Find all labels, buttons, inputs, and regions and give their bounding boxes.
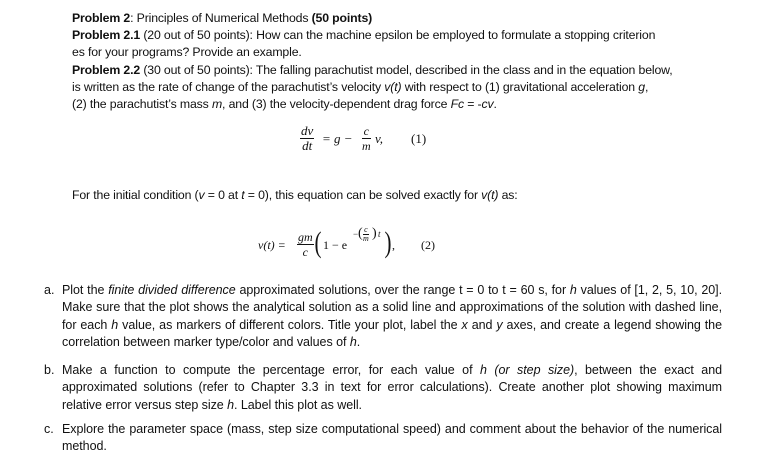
problem-2-heading — [72, 10, 372, 27]
eq2-exp-fraction — [363, 226, 369, 243]
text-fragment: = 0), this equation can be solved exactly for — [244, 188, 482, 202]
eq1-frac-denominator: m — [362, 139, 371, 153]
eq2-exp-close-paren: ) — [372, 226, 377, 241]
problem-2-1-text-cont: es for your programs? Provide an example. — [72, 45, 302, 59]
eq2-frac-numerator: gm — [298, 230, 313, 244]
eq2-exp-minus: − — [353, 229, 359, 239]
eq2-label: (2) — [421, 238, 435, 252]
eq1-tail: v, — [375, 131, 384, 146]
eq2-gm-fraction — [297, 230, 314, 259]
eq1-lhs-denominator: dt — [302, 138, 313, 153]
eq1-lhs-fraction — [300, 124, 314, 153]
eq1-frac-numerator: c — [363, 124, 369, 138]
problem-2-title: : Principles of Numerical Methods — [130, 11, 312, 25]
eq1-middle: = g − — [322, 131, 353, 146]
problem-2-1-line-2 — [72, 44, 302, 61]
eq2-frac-denominator: c — [302, 245, 308, 259]
item-text-run: h — [569, 283, 577, 297]
problem-2-2-label: Problem 2.2 — [72, 63, 141, 77]
mass-symbol: m — [211, 97, 223, 111]
problem-2-1-text: (20 out of 50 points): How can the machine epsilon be employed to formulate a stopping criterion — [140, 28, 656, 42]
gravity-symbol: g — [638, 80, 645, 94]
item-text-run: , between the exact and approximated solutions (refer to Chapter 3.3 in text for error calculations). Create another plot showing maximum relative error versus step size — [62, 363, 722, 412]
problem-2-2-text: (30 out of 50 points): The falling parachutist model, described in the class and in the equation below, — [140, 63, 673, 77]
text-fragment: , and (3) the velocity-dependent drag force — [222, 97, 451, 111]
text-fragment: with respect to (1) gravitational acceleration — [401, 80, 639, 94]
problem-2-2-line-2 — [72, 79, 648, 96]
eq1-drag-fraction — [362, 124, 371, 153]
eq2-lhs: v(t) = — [258, 238, 286, 252]
item-text-run: approximated solutions, over the range t = 0 to t = 60 s, for — [235, 283, 570, 297]
eq2-close-paren: ) — [384, 226, 392, 259]
time-symbol: t — [241, 188, 245, 202]
item-text-run: h (or step size) — [480, 363, 575, 377]
velocity-symbol: v(t) — [384, 80, 402, 94]
text-fragment: (2) the parachutist’s mass — [72, 97, 212, 111]
item-text-run: and — [467, 317, 497, 332]
eq1-lhs-numerator: dv — [301, 123, 314, 138]
problem-2-label: Problem 2 — [72, 11, 131, 25]
item-a-text — [62, 282, 722, 352]
text-fragment: For the initial condition ( — [72, 188, 199, 202]
eq2-inner: 1 − e — [323, 238, 348, 252]
item-text-run: Make a function to compute the percentage error, for each value of — [62, 363, 481, 377]
text-fragment: is written as the rate of change of the parachutist’s velocity — [72, 80, 385, 94]
text-fragment: = 0 at — [204, 188, 242, 202]
drag-expression: cv — [481, 97, 494, 111]
item-c-marker: c. — [44, 422, 54, 436]
velocity-symbol: v — [198, 188, 205, 202]
initial-condition-line — [72, 187, 518, 204]
item-text-run: Explore the parameter space (mass, step size computational speed) and comment about the behavior of the numerical method. — [62, 422, 722, 454]
eq1-label: (1) — [411, 131, 427, 146]
eq2-exp-denominator: m — [363, 234, 369, 243]
item-a-marker: a. — [44, 283, 55, 297]
item-text-run: values of [1, 2, 5, 10, 20]. Make sure that the plot shows the analytical solution as a solid line and approximations of the solution with dashed line, for each — [62, 283, 722, 332]
eq2-exp-t: t — [378, 229, 381, 239]
item-text-run: x — [461, 317, 468, 332]
item-c-text — [62, 421, 722, 456]
item-text-run: h — [227, 397, 235, 412]
problem-2-points: (50 points) — [311, 11, 373, 25]
problem-2-1-line-1 — [72, 27, 655, 44]
item-b-text — [62, 362, 722, 414]
item-text-run: value, as markers of different colors. Title your plot, label the — [118, 317, 462, 332]
problem-2-2-line-3 — [72, 96, 497, 113]
item-text-run: h — [111, 317, 119, 332]
text-fragment: = - — [463, 97, 482, 111]
text-fragment: . — [493, 97, 497, 111]
item-b-marker: b. — [44, 363, 55, 377]
item-text-run: . Label this plot as well. — [234, 397, 362, 412]
eq2-open-paren: ( — [314, 226, 322, 259]
problem-2-2-line-1 — [72, 62, 672, 79]
item-text-run: axes, and create a legend showing the correlation between marker type/color and values of — [62, 317, 722, 350]
item-text-run: Plot the — [62, 283, 109, 297]
text-fragment: , — [644, 80, 649, 94]
drag-force-symbol: Fc — [450, 97, 464, 111]
item-text-run: y — [496, 317, 503, 332]
item-text-run: h — [349, 335, 357, 350]
velocity-function: v(t) — [481, 188, 499, 202]
eq2-exp-open-paren: ( — [358, 226, 363, 241]
text-fragment: as: — [498, 188, 518, 202]
item-text-run: finite divided difference — [108, 283, 236, 297]
problem-2-1-label: Problem 2.1 — [72, 28, 141, 42]
item-text-run: . — [356, 335, 361, 350]
eq2-end: , — [392, 238, 395, 252]
eq2-exp-numerator: c — [364, 225, 368, 234]
